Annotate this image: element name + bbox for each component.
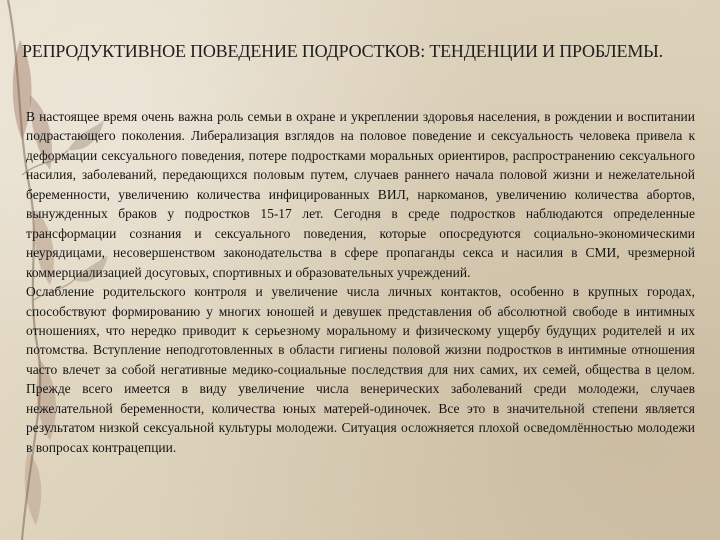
slide-body <box>26 107 695 457</box>
slide-title: РЕПРОДУКТИВНОЕ ПОВЕДЕНИЕ ПОДРОСТКОВ: ТЕНДЕНЦИИ И ПРОБЛЕМЫ. <box>22 41 663 61</box>
body-paragraph-1: В настоящее время очень важна роль семьи в охране и укреплении здоровья населения, в рождении и воспитании подрастающего поколения. Либерализация взглядов на половое поведение и сексуальность человека привела к деформации сексуального поведения, потере подростками моральных ориентиров, распространению сексуального насилия, заболеваний, передающихся половым путем, случаев раннего начала половой жизни и нежелательной беременности, увеличению количества инфицированных ВИЛ, наркоманов, увеличению количества абортов, вынужденных браков у подростков 15-17 лет. Сегодня в среде подростков наблюдаются определенные трансформации сознания и сексуального поведения, которые опосредуются социально-экономическими неурядицами, несовершенством законодательства в сфере пропаганды секса и насилия в СМИ, чрезмерной коммерциализацией досуговых, спортивных и образовательных учреждений. <box>26 109 695 280</box>
body-paragraph-2: Ослабление родительского контроля и увеличение числа личных контактов, особенно в крупных городах, способствуют формированию у многих юношей и девушек представления об абсолютной свободе в интимных отношениях, что нередко приводит к серьезному моральному и физическому ущербу будущих родителей и их потомства. Вступление неподготовленных в области гигиены половой жизни подростков в интимные отношения часто влечет за собой негативные медико-социальные последствия для них самих, их семей, общества в целом. Прежде всего имеется в виду увеличение числа венерических заболеваний среди молодежи, случаев нежелательной беременности, количества юных матерей-одиночек. Все это в значительной степени является результатом низкой сексуальной культуры молодежи. Ситуация осложняется плохой осведомлённостью молодежи в вопросах контрацепции. <box>26 284 695 455</box>
